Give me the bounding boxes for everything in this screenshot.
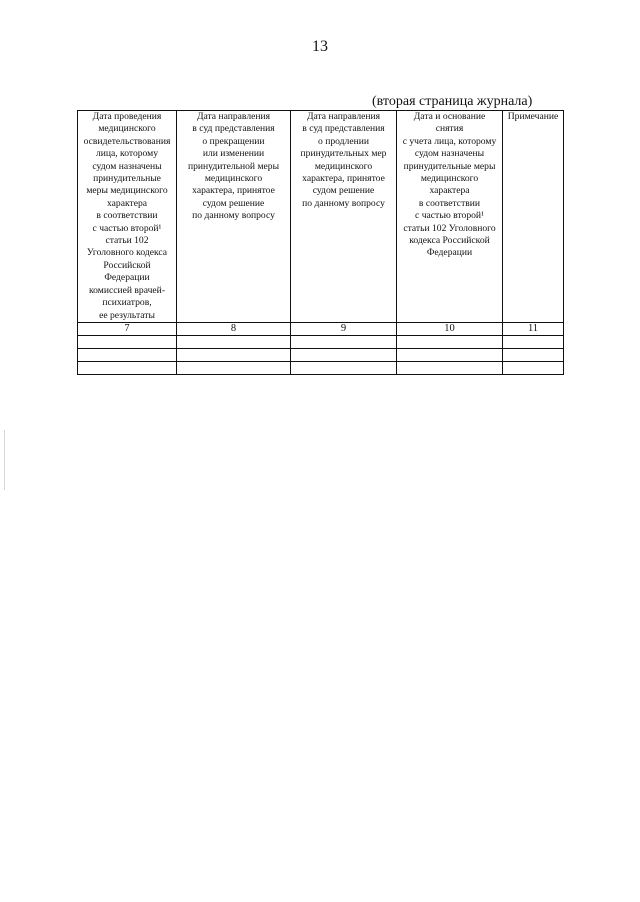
- header-text: Дата направления в суд представления о продлении принудительных мер медицинского характера, принятое судом решение по данному вопросу: [300, 111, 387, 209]
- column-number-row: [78, 322, 564, 335]
- header-text: Примечание: [507, 111, 559, 122]
- header-text: Дата проведения медицинского освидетельствования лица, которому судом назначены принудительные меры медицинского характера в соответствии с частью второй¹ статьи 102 Уголовного кодекса Российской Федерации комиссией врачей- психиатров, ее результаты: [83, 111, 171, 321]
- table-row: [78, 348, 564, 361]
- journal-table: [77, 110, 564, 375]
- table-caption: (вторая страница журнала): [372, 94, 533, 109]
- header-text: Дата и основание снятия с учета лица, которому судом назначены принудительные меры медицинского характера в соответствии с частью второй¹ статьи 102 Уголовного кодекса Российской Федерации: [402, 111, 497, 259]
- header-cell: [177, 111, 291, 323]
- page-number: 13: [312, 38, 328, 55]
- column-number: 8: [177, 322, 291, 335]
- header-cell: [503, 111, 564, 323]
- table-cell: [291, 335, 397, 348]
- table-cell: [397, 361, 503, 374]
- table-cell: [291, 361, 397, 374]
- table-cell: [291, 348, 397, 361]
- column-number: 10: [397, 322, 503, 335]
- table-cell: [397, 335, 503, 348]
- table-row: [78, 335, 564, 348]
- table-cell: [78, 361, 177, 374]
- column-number: 7: [78, 322, 177, 335]
- table-cell: [503, 348, 564, 361]
- column-number: 9: [291, 322, 397, 335]
- table-cell: [78, 335, 177, 348]
- table-cell: [177, 348, 291, 361]
- header-row: [78, 111, 564, 323]
- header-cell: [397, 111, 503, 323]
- table-cell: [177, 335, 291, 348]
- column-number: 11: [503, 322, 564, 335]
- table-cell: [177, 361, 291, 374]
- table-cell: [78, 348, 177, 361]
- scan-edge-mark: [4, 430, 5, 490]
- table-cell: [503, 361, 564, 374]
- header-cell: [291, 111, 397, 323]
- table-cell: [397, 348, 503, 361]
- table-row: [78, 361, 564, 374]
- table-cell: [503, 335, 564, 348]
- header-cell: [78, 111, 177, 323]
- header-text: Дата направления в суд представления о прекращении или изменении принудительной меры медицинского характера, принятое судом решение по данному вопросу: [187, 111, 280, 222]
